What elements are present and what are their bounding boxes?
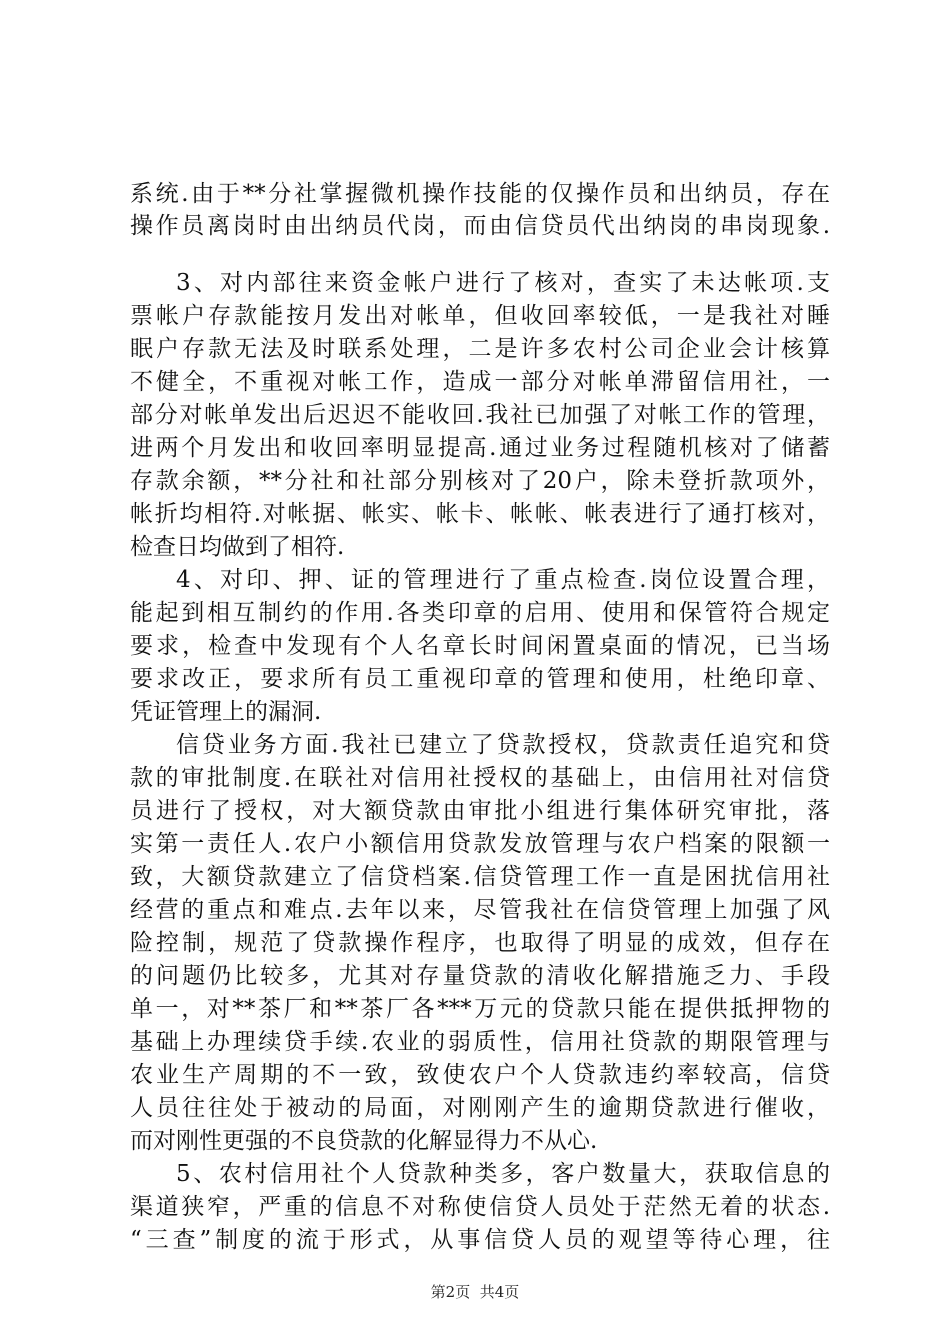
text-line: 致，大额贷款建立了信贷档案.信贷管理工作一直是困扰信用社 bbox=[130, 864, 830, 890]
text-line: 眠户存款无法及时联系处理，二是许多农村公司企业会计核算 bbox=[130, 336, 830, 362]
text-line: 帐折均相符.对帐据、帐实、帐卡、帐帐、帐表进行了通打核对， bbox=[130, 501, 830, 527]
text-line: 而对刚性更强的不良贷款的化解显得力不从心. bbox=[130, 1128, 598, 1154]
text-line: 信贷业务方面.我社已建立了贷款授权，贷款责任追究和贷 bbox=[176, 732, 830, 758]
text-line: 的问题仍比较多，尤其对存量贷款的清收化解措施乏力、手段 bbox=[130, 963, 830, 989]
text-line: 人员往往处于被动的局面，对刚刚产生的逾期贷款进行催收， bbox=[130, 1095, 830, 1121]
text-line: 4、对印、押、证的管理进行了重点检查.岗位设置合理， bbox=[176, 567, 830, 593]
text-line: 款的审批制度.在联社对信用社授权的基础上，由信用社对信贷 bbox=[130, 765, 830, 791]
text-line: 农业生产周期的不一致，致使农户个人贷款违约率较高，信贷 bbox=[130, 1062, 830, 1088]
text-line: 票帐户存款能按月发出对帐单，但收回率较低，一是我社对睡 bbox=[130, 303, 830, 329]
text-line: “三查”制度的流于形式，从事信贷人员的观望等待心理，往 bbox=[130, 1227, 830, 1253]
page-total: 共4页 bbox=[479, 1283, 520, 1301]
text-line: 单一，对**茶厂和**茶厂各***万元的贷款只能在提供抵押物的 bbox=[130, 996, 830, 1022]
text-line: 险控制，规范了贷款操作程序，也取得了明显的成效，但存在 bbox=[130, 930, 830, 956]
text-line: 员进行了授权，对大额贷款由审批小组进行集体研究审批，落 bbox=[130, 798, 830, 824]
text-line: 检查日均做到了相符. bbox=[130, 534, 345, 560]
text-line: 要求改正，要求所有员工重视印章的管理和使用，杜绝印章、 bbox=[130, 666, 830, 692]
text-line: 不健全，不重视对帐工作，造成一部分对帐单滞留信用社，一 bbox=[130, 369, 830, 395]
text-line: 5、农村信用社个人贷款种类多，客户数量大，获取信息的 bbox=[176, 1161, 830, 1187]
page-footer bbox=[0, 1282, 950, 1302]
text-line: 渠道狭窄，严重的信息不对称使信贷人员处于茫然无着的状态. bbox=[130, 1194, 830, 1220]
text-line: 凭证管理上的漏洞. bbox=[130, 699, 322, 725]
text-line: 部分对帐单发出后迟迟不能收回.我社已加强了对帐工作的管理， bbox=[130, 402, 830, 428]
text-line: 3、对内部往来资金帐户进行了核对，查实了未达帐项.支 bbox=[176, 270, 830, 296]
text-line: 经营的重点和难点.去年以来，尽管我社在信贷管理上加强了风 bbox=[130, 897, 830, 923]
text-line: 进两个月发出和收回率明显提高.通过业务过程随机核对了储蓄 bbox=[130, 435, 830, 461]
text-line: 要求，检查中发现有个人名章长时间闲置桌面的情况，已当场 bbox=[130, 633, 830, 659]
text-line: 操作员离岗时由出纳员代岗，而由信贷员代出纳岗的串岗现象. bbox=[130, 213, 830, 239]
text-line: 系统.由于**分社掌握微机操作技能的仅操作员和出纳员，存在 bbox=[130, 181, 830, 207]
text-line: 能起到相互制约的作用.各类印章的启用、使用和保管符合规定 bbox=[130, 600, 830, 626]
text-line: 实第一责任人.农户小额信用贷款发放管理与农户档案的限额一 bbox=[130, 831, 830, 857]
text-line: 存款余额，**分社和社部分别核对了20户，除未登折款项外， bbox=[130, 468, 830, 494]
page-number: 第2页 bbox=[430, 1283, 471, 1301]
text-line: 基础上办理续贷手续.农业的弱质性，信用社贷款的期限管理与 bbox=[130, 1029, 830, 1055]
